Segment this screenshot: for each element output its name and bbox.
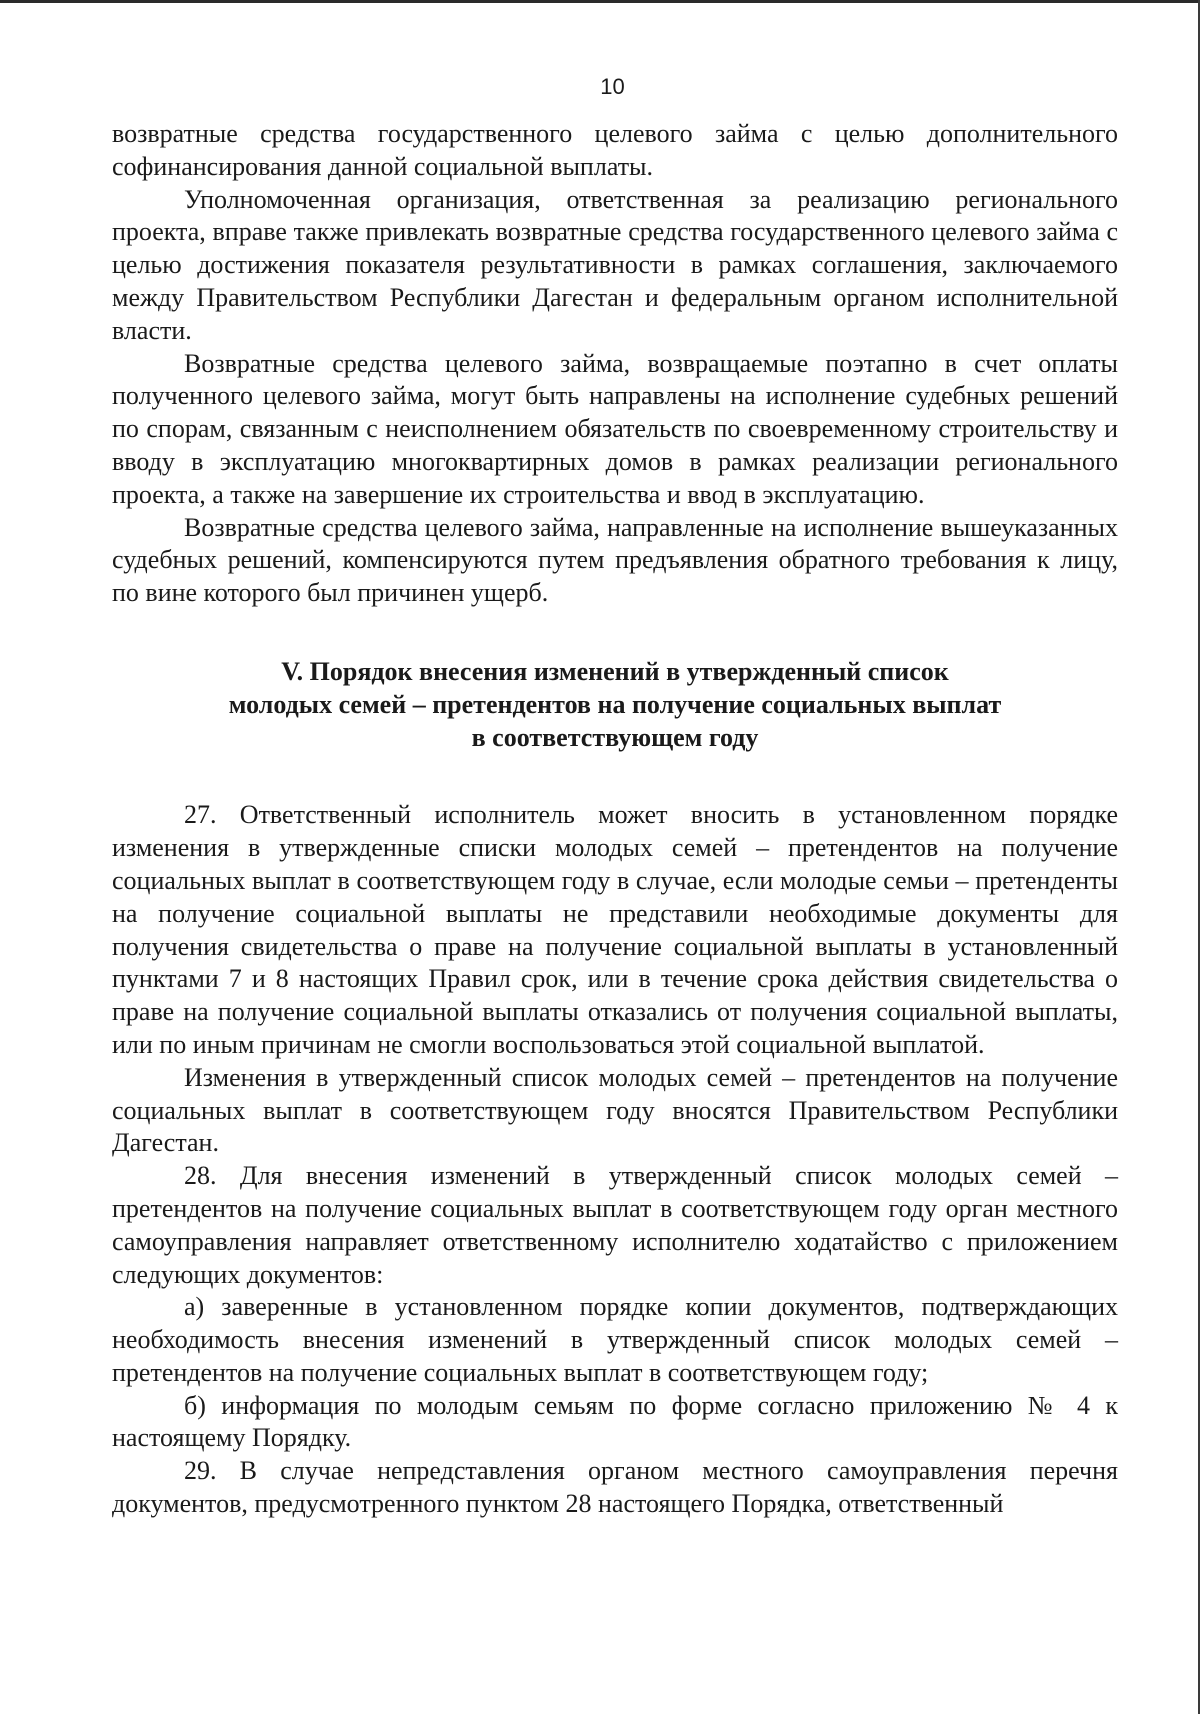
clause-27: 27. Ответственный исполнитель может вносить в установленном порядке изменения в утвержденные списки молодых семей – претендентов на получение социальных выплат в соответствующем году в случае, если молодые семьи – претенденты на получение социальной выплаты не представили необходимые документы для получения свидетельства о праве на получение социальной выплаты в установленный пунктами 7 и 8 настоящих Правил срок, или в течение срока действия свидетельства о праве на получение социальной выплаты отказались от получения социальной выплаты, или по иным причинам не смогли воспользоваться этой социальной выплатой. — [112, 800, 1118, 1059]
document-body — [112, 118, 1118, 1521]
section-title-line: в соответствующем году — [471, 722, 759, 752]
clause-28: 28. Для внесения изменений в утвержденный список молодых семей – претендентов на получение социальных выплат в соответствующем году орган местного самоуправления направляет ответственному исполнителю ходатайство с приложением следующих документов: — [112, 1161, 1118, 1289]
paragraph: Возвратные средства целевого займа, возвращаемые поэтапно в счет оплаты полученного целевого займа, могут быть направлены на исполнение судебных решений по спорам, связанным с неисполнением обязательств по своевременному строительству и вводу в эксплуатацию многоквартирных домов в рамках реализации регионального проекта, а также на завершение их строительства и ввод в эксплуатацию. — [112, 348, 1118, 509]
section-title-line: молодых семей – претендентов на получение социальных выплат — [228, 689, 1002, 719]
clause-28-a: а) заверенные в установленном порядке копии документов, подтверждающих необходимость внесения изменений в утвержденный список молодых семей – претендентов на получение социальных выплат в соответствующем году; — [112, 1292, 1118, 1387]
clause-29: 29. В случае непредставления органом местного самоуправления перечня документов, предусмотренного пунктом 28 настоящего Порядка, ответственный — [112, 1456, 1118, 1519]
page-number: 10 — [600, 74, 625, 99]
paragraph: Возвратные средства целевого займа, направленные на исполнение вышеуказанных судебных решений, компенсируются путем предъявления обратного требования к лицу, по вине которого был причинен ущерб. — [112, 512, 1118, 608]
section-title — [112, 656, 1118, 754]
scan-edge-top — [0, 0, 1200, 3]
paragraph-continuation: возвратные средства государственного целевого займа с целью дополнительного софинансирования данной социальной выплаты. — [112, 119, 1118, 181]
paragraph: Уполномоченная организация, ответственная за реализацию регионального проекта, вправе также привлекать возвратные средства государственного целевого займа с целью достижения показателя результативности в рамках соглашения, заключаемого между Правительством Республики Дагестан и федеральным органом исполнительной власти. — [112, 184, 1118, 345]
clause-28-b: б) информация по молодым семьям по форме согласно приложению № 4 к настоящему Порядку. — [112, 1390, 1118, 1453]
section-title-line: V. Порядок внесения изменений в утвержденный список — [281, 656, 949, 686]
paragraph: Изменения в утвержденный список молодых семей – претендентов на получение социальных выплат в соответствующем году вносятся Правительством Республики Дагестан. — [112, 1062, 1118, 1158]
